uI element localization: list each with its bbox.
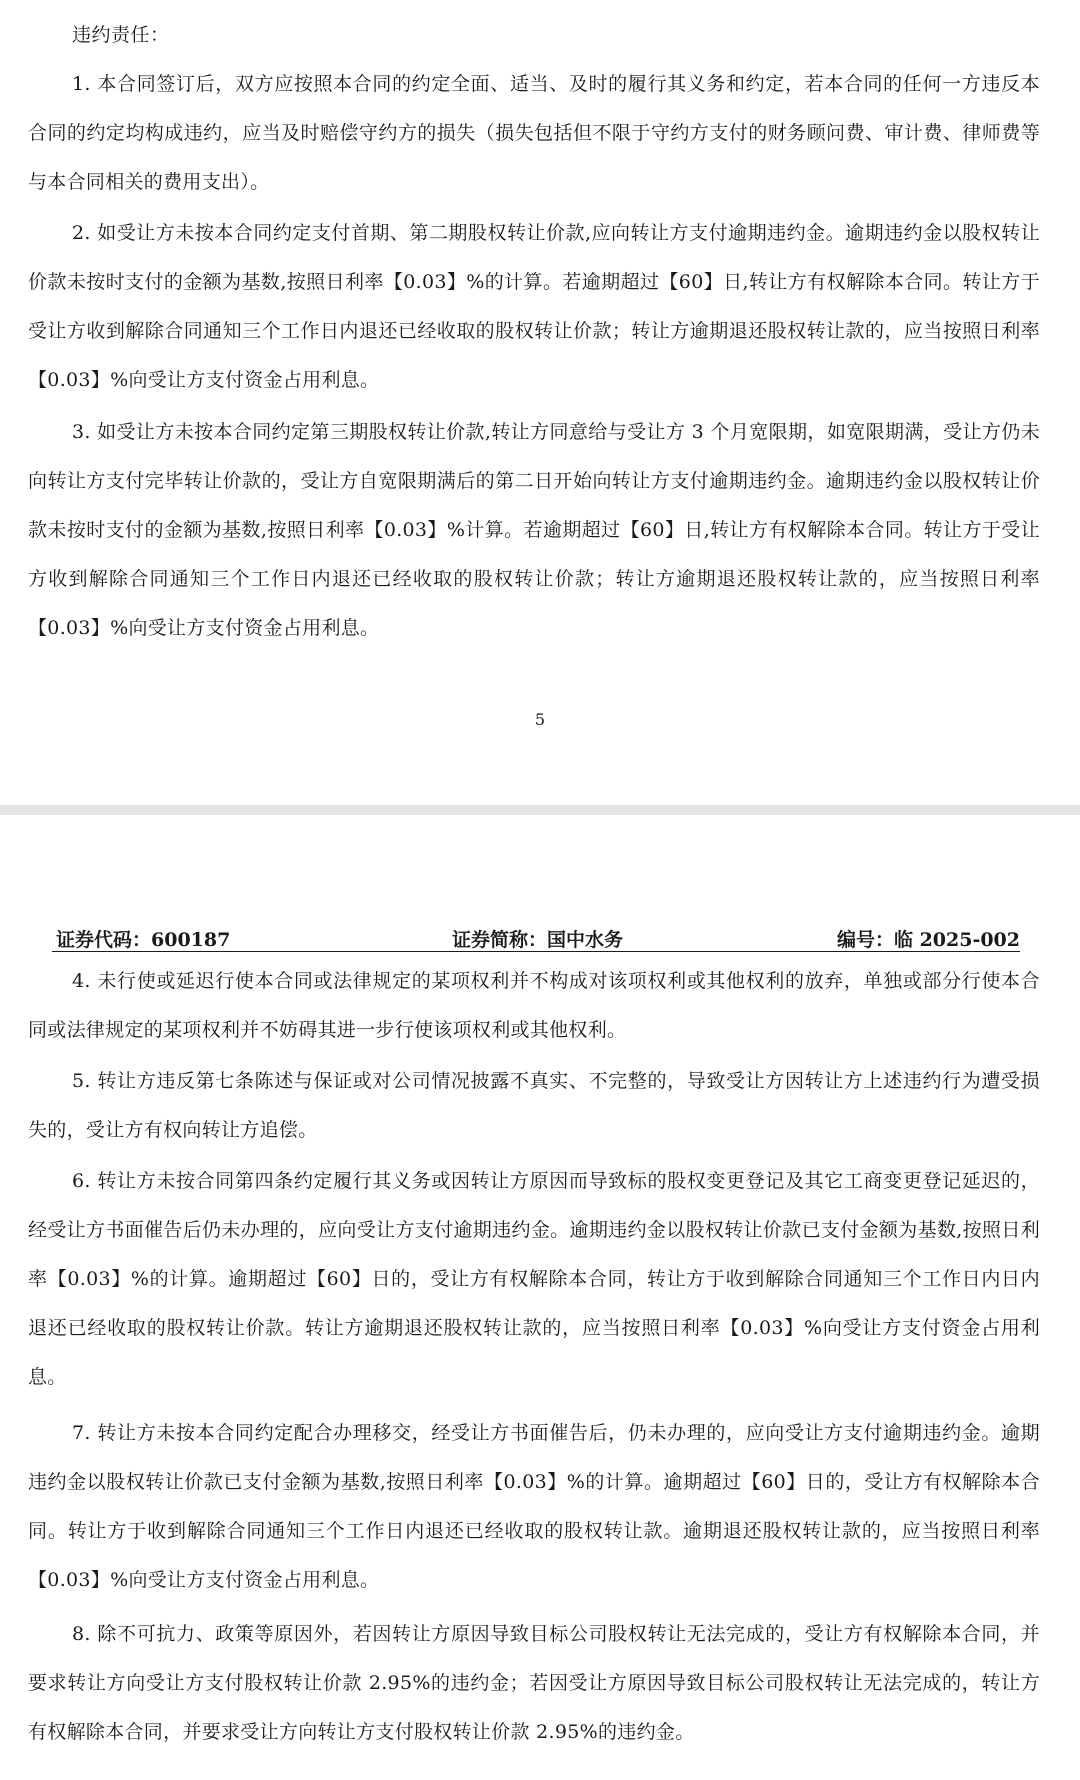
- clause-1: 1. 本合同签订后，双方应按照本合同的约定全面、适当、及时的履行其义务和约定，若本合同的任何一方违反本合同的约定均构成违约，应当及时赔偿守约方的损失（损失包括但不限于守约方支付的财务顾问费、审计费、律师费等与本合同相关的费用支出）。: [28, 73, 1040, 193]
- document-page-1: [0, 0, 1080, 805]
- clause-4: 4. 未行使或延迟行使本合同或法律规定的某项权利并不构成对该项权利或其他权利的放弃，单独或部分行使本合同或法律规定的某项权利并不妨碍其进一步行使该项权利或其他权利。: [28, 970, 1040, 1041]
- document-page-2: [0, 815, 1080, 1780]
- clause-6: 6. 转让方未按合同第四条约定履行其义务或因转让方原因而导致标的股权变更登记及其它工商变更登记延迟的，经受让方书面催告后仍未办理的，应向受让方支付逾期违约金。逾期违约金以股权转让价款已支付金额为基数,按照日利率【0.03】%的计算。逾期超过【60】日的，受让方有权解除本合同，转让方于收到解除合同通知三个工作日内日内退还已经收取的股权转让价款。转让方逾期退还股权转让款的，应当按照日利率【0.03】%向受让方支付资金占用利息。: [28, 1170, 1040, 1388]
- announcement-header: [52, 923, 1020, 952]
- clause-2: 2. 如受让方未按本合同约定支付首期、第二期股权转让价款,应向转让方支付逾期违约金。逾期违约金以股权转让价款未按时支付的金额为基数,按照日利率【0.03】%的计算。若逾期超过【60】日,转让方有权解除本合同。转让方于受让方收到解除合同通知三个工作日内退还已经收取的股权转让价款；转让方逾期退还股权转让款的，应当按照日利率【0.03】%向受让方支付资金占用利息。: [28, 222, 1040, 391]
- announcement-number: 编号：临 2025-002: [836, 929, 1020, 951]
- clause-3: 3. 如受让方未按本合同约定第三期股权转让价款,转让方同意给与受让方 3 个月宽限期，如宽限期满，受让方仍未向转让方支付完毕转让价款的，受让方自宽限期满后的第二日开始向转让方支付逾期违约金。逾期违约金以股权转让价款未按时支付的金额为基数,按照日利率【0.03】%计算。若逾期超过【60】日,转让方有权解除本合同。转让方于受让方收到解除合同通知三个工作日内退还已经收取的股权转让价款；转让方逾期退还股权转让款的，应当按照日利率【0.03】%向受让方支付资金占用利息。: [28, 421, 1040, 639]
- section-title: 违约责任：: [72, 24, 170, 46]
- page-number: 5: [534, 710, 546, 729]
- security-name: 证券简称：国中水务: [452, 929, 624, 951]
- page-separator: [0, 805, 1080, 815]
- clause-8: 8. 除不可抗力、政策等原因外，若因转让方原因导致目标公司股权转让无法完成的，受让方有权解除本合同，并要求转让方向受让方支付股权转让价款 2.95%的违约金；若因受让方原因导致目标公司股权转让无法完成的，转让方有权解除本合同，并要求受让方向转让方支付股权转让价款 2.95%的违约金。: [28, 1623, 1040, 1743]
- clause-5: 5. 转让方违反第七条陈述与保证或对公司情况披露不真实、不完整的，导致受让方因转让方上述违约行为遭受损失的，受让方有权向转让方追偿。: [28, 1070, 1040, 1141]
- clause-7: 7. 转让方未按本合同约定配合办理移交，经受让方书面催告后，仍未办理的，应向受让方支付逾期违约金。逾期违约金以股权转让价款已支付金额为基数,按照日利率【0.03】%的计算。逾期超过【60】日的，受让方有权解除本合同。转让方于收到解除合同通知三个工作日内退还已经收取的股权转让款。逾期退还股权转让款的，应当按照日利率【0.03】%向受让方支付资金占用利息。: [28, 1422, 1040, 1591]
- security-code: 证券代码：600187: [56, 929, 231, 951]
